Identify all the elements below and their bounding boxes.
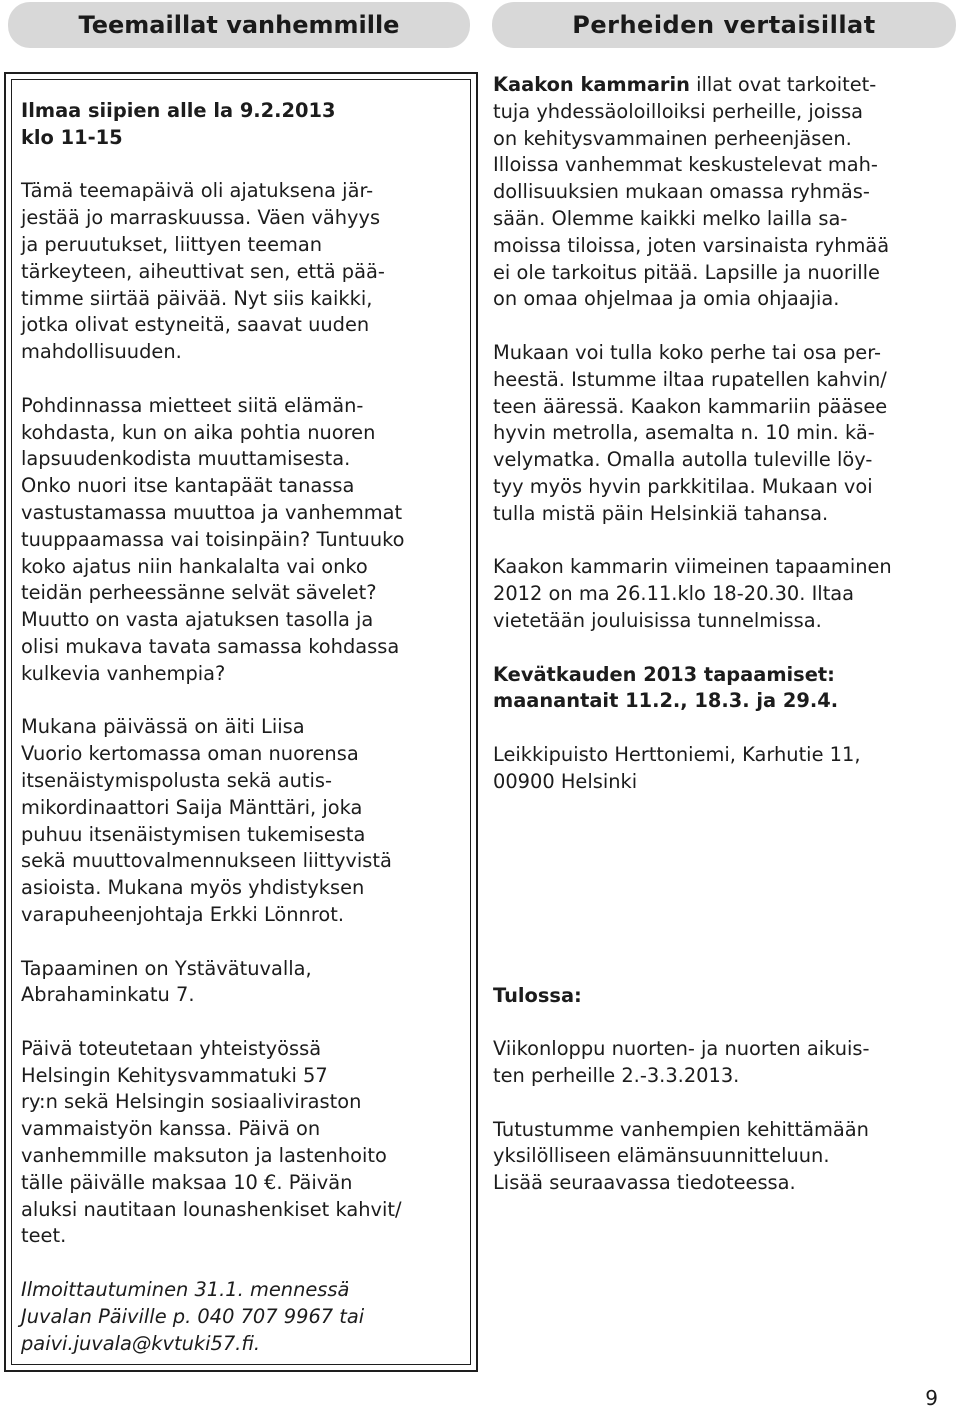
text-line: Illoissa vanhemmat keskustelevat mah- (493, 153, 878, 177)
text-line: kohdasta, kun on aika pohtia nuoren (21, 420, 376, 444)
text-line: ry:n sekä Helsingin sosiaaliviraston (21, 1090, 362, 1114)
text-line: 00900 Helsinki (493, 769, 638, 793)
text-line: tyy myös hyvin parkkitilaa. Mukaan voi (493, 474, 873, 498)
text-line: 2012 on ma 26.11.klo 18-20.30. Iltaa (493, 582, 855, 606)
text-line: Kaakon kammarin viimeinen tapaaminen (493, 555, 892, 579)
paragraph-topic (21, 393, 471, 688)
text-line: heestä. Istumme iltaa rupatellen kahvin/ (493, 367, 887, 391)
venue-name: Kaakon kammarin (493, 73, 690, 96)
event-title-line: klo 11-15 (21, 125, 123, 149)
text-line-rest: illat ovat tarkoitet- (689, 73, 877, 96)
text-line: ten perheille 2.-3.3.2013. (493, 1063, 740, 1087)
event-title-line: Ilmaa siipien alle la 9.2.2013 (21, 99, 336, 122)
left-article (21, 98, 471, 1357)
text-line: tulla mistä päin Helsinkiä tahansa. (493, 501, 829, 525)
text-line: itsenäistymispolusta sekä autis- (21, 768, 332, 792)
text-line: Pohdinnassa mietteet siitä elämän- (21, 393, 364, 417)
text-line: puhuu itsenäistymisen tukemisesta (21, 822, 366, 846)
text-line: vammaistyön kanssa. Päivä on (21, 1117, 321, 1141)
text-line: tärkeyteen, aiheuttivat sen, että pää- (21, 259, 385, 283)
text-line: tuuppaamassa vai toisinpäin? Tuntuuko (21, 527, 405, 551)
text-line: jestää jo marraskuussa. Väen vähyys (21, 206, 381, 230)
text-line: mahdollisuuden. (21, 340, 182, 364)
spring-schedule (493, 662, 955, 716)
text-line: velymatka. Omalla autolla tuleville löy- (493, 448, 873, 472)
text-line: paivi.juvala@kvtuki57.fi. (21, 1331, 261, 1355)
text-line: Lisää seuraavassa tiedoteessa. (493, 1171, 796, 1195)
text-line: sekä muuttovalmennukseen liittyvistä (21, 849, 392, 873)
text-line: Onko nuori itse kantapäät tanassa (21, 474, 355, 498)
text-line: on kehitysvammainen perheenjäsen. (493, 126, 852, 150)
right-article (493, 72, 955, 1197)
text-line: asioista. Mukana myös yhdistyksen (21, 876, 365, 900)
text-line: Abrahaminkatu 7. (21, 983, 195, 1007)
section-header-right (492, 2, 956, 48)
section-header-left-label: Teemaillat vanhemmille (78, 11, 400, 39)
upcoming-weekend (493, 1036, 955, 1090)
upcoming-planning (493, 1117, 955, 1197)
text-line: ja peruutukset, liittyen teeman (21, 232, 323, 256)
text-line: lapsuudenkodista muuttamisesta. (21, 447, 351, 471)
event-title (21, 98, 471, 152)
text-line: vanhemmille maksuton ja lastenhoito (21, 1144, 387, 1168)
paragraph-intro (493, 72, 955, 313)
text-line: Kevätkauden 2013 tapaamiset: (493, 662, 835, 686)
text-line: Vuorio kertomassa oman nuorensa (21, 742, 359, 766)
text-line: sään. Olemme kaikki melko lailla sa- (493, 206, 848, 230)
text-line: ei ole tarkoitus pitää. Lapsille ja nuorille (493, 260, 880, 284)
text-line: hyvin metrolla, asemalta n. 10 min. kä- (493, 421, 875, 445)
text-line: aluksi nautitaan lounashenkiset kahvit/ (21, 1197, 402, 1221)
paragraph-cooperation (21, 1036, 471, 1250)
text-line (493, 72, 955, 99)
text-line: Tämä teemapäivä oli ajatuksena jär- (21, 179, 374, 203)
text-line: timme siirtää päivää. Nyt siis kaikki, (21, 286, 373, 310)
paragraph-details (493, 340, 955, 528)
text-line: teet. (21, 1224, 67, 1248)
text-line: vietetään jouluisissa tunnelmissa. (493, 608, 822, 632)
page-number: 9 (925, 1386, 938, 1410)
text-line: maanantait 11.2., 18.3. ja 29.4. (493, 689, 839, 713)
text-line: dollisuuksien mukaan omassa ryhmäs- (493, 180, 870, 204)
text-line: teen ääressä. Kaakon kammariin pääsee (493, 394, 888, 418)
text-line: vastustamassa muuttoa ja vanhemmat (21, 500, 403, 524)
text-line: Tulossa: (493, 983, 582, 1007)
text-line: tälle päivälle maksaa 10 €. Päivän (21, 1170, 353, 1194)
text-line: koko ajatus niin hankalalta vai onko (21, 554, 368, 578)
text-line: moissa tiloissa, joten varsinaista ryhmää (493, 233, 890, 257)
text-line: jotka olivat estyneitä, saavat uuden (21, 313, 370, 337)
text-line: Tapaaminen on Ystävätuvalla, (21, 956, 312, 980)
paragraph-last-meeting (493, 554, 955, 634)
text-line: mikordinaattori Saija Mänttäri, joka (21, 795, 363, 819)
registration-info (21, 1277, 471, 1357)
section-header-right-label: Perheiden vertaisillat (572, 11, 876, 39)
text-line: Muutto on vasta ajatuksen tasolla ja (21, 608, 374, 632)
text-line: teidän perheessänne selvät sävelet? (21, 581, 377, 605)
text-line: Tutustumme vanhempien kehittämään (493, 1117, 869, 1141)
text-line: Ilmoittautuminen 31.1. mennessä (21, 1278, 350, 1302)
text-line: varapuheenjohtaja Erkki Lönnrot. (21, 902, 345, 926)
text-line: Helsingin Kehitysvammatuki 57 (21, 1063, 328, 1087)
paragraph-speakers (21, 714, 471, 928)
text-line: Leikkipuisto Herttoniemi, Karhutie 11, (493, 742, 861, 766)
address (493, 742, 955, 796)
text-line: Mukaan voi tulla koko perhe tai osa per- (493, 340, 881, 364)
paragraph-location (21, 956, 471, 1010)
text-line: Päivä toteutetaan yhteistyössä (21, 1036, 322, 1060)
section-header-left (8, 2, 470, 48)
text-line: Mukana päivässä on äiti Liisa (21, 715, 305, 739)
text-line: on omaa ohjelmaa ja omia ohjaajia. (493, 287, 840, 311)
text-line: Viikonloppu nuorten- ja nuorten aikuis- (493, 1037, 870, 1061)
upcoming-heading (493, 983, 955, 1010)
text-line: yksilölliseen elämänsuunnitteluun. (493, 1144, 830, 1168)
text-line: olisi mukava tavata samassa kohdassa (21, 634, 400, 658)
text-line: Juvalan Päiville p. 040 707 9967 tai (21, 1304, 365, 1328)
text-line: tuja yhdessäoloilloiksi perheille, joissa (493, 99, 864, 123)
paragraph-intro (21, 178, 471, 366)
text-line: kulkevia vanhempia? (21, 661, 226, 685)
